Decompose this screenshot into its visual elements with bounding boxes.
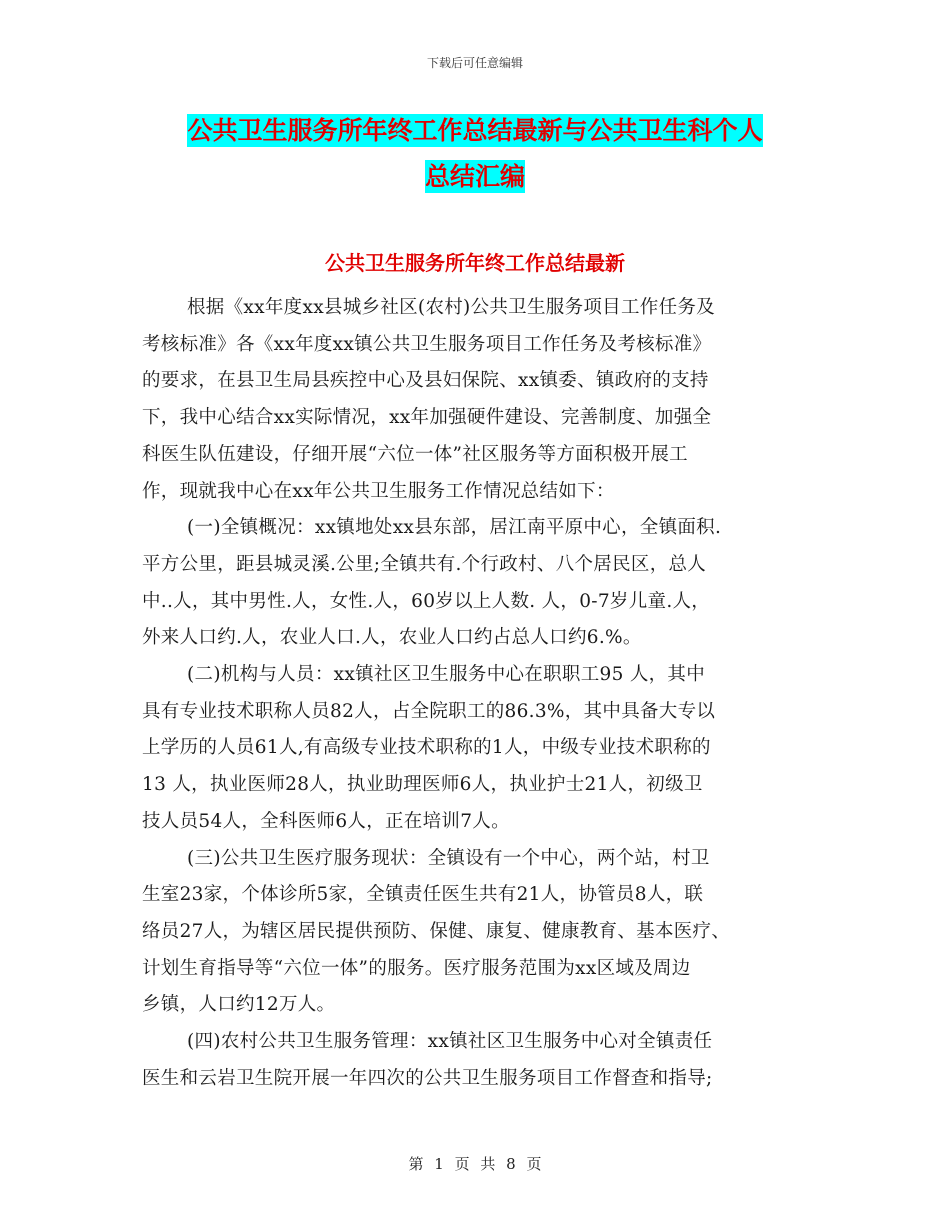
paragraph-line: (四)农村公共卫生服务管理：xx镇社区卫生服务中心对全镇责任 <box>187 1031 713 1053</box>
paragraph-line: 医生和云岩卫生院开展一年四次的公共卫生服务项目工作督查和指导; <box>142 1067 713 1089</box>
paragraph-line: 根据《xx年度xx县城乡社区(农村)公共卫生服务项目工作任务及 <box>187 297 715 318</box>
paragraph-line: 上学历的人员61人,有高级专业技术职称的1人，中级专业技术职称的 <box>142 737 711 759</box>
paragraph-line: 中..人，其中男性.人，女性.人，60岁以上人数. 人，0-7岁儿童.人， <box>142 590 711 612</box>
paragraph-line: 生室23家，个体诊所5家，全镇责任医生共有21人，协管员8人，联 <box>142 884 704 906</box>
page-footer: 第 1 页 共 8 页 <box>408 1155 542 1173</box>
paragraph-line: 13 人，执业医师28人，执业助理医师6人，执业护士21人，初级卫 <box>142 774 703 796</box>
paragraph-line: 下，我中心结合xx实际情况，xx年加强硬件建设、完善制度、加强全 <box>142 407 712 429</box>
document-title <box>0 108 950 200</box>
paragraph-line: 作，现就我中心在xx年公共卫生服务工作情况总结如下： <box>142 480 615 502</box>
paragraph-line: (一)全镇概况：xx镇地处xx县东部，居江南平原中心，全镇面积. <box>187 517 722 539</box>
section-title: 公共卫生服务所年终工作总结最新 <box>325 251 625 275</box>
document-title-line-1: 公共卫生服务所年终工作总结最新与公共卫生科个人 <box>187 116 763 145</box>
paragraph-line: 考核标准》各《xx年度xx镇公共卫生服务项目工作任务及考核标准》 <box>142 333 712 355</box>
body-text <box>142 290 808 1097</box>
paragraph-line: (三)公共卫生医疗服务现状：全镇设有一个中心，两个站，村卫 <box>187 847 710 869</box>
paragraph-line: 外来人口约.人，农业人口.人，农业人口约占总人口约6.%。 <box>142 627 642 649</box>
document-title-line-2: 总结汇编 <box>424 162 525 191</box>
paragraph-line: (二)机构与人员：xx镇社区卫生服务中心在职职工95 人，其中 <box>187 664 706 686</box>
paragraph-line: 乡镇，人口约12万人。 <box>142 994 336 1016</box>
paragraph-line: 的要求，在县卫生局县疾控中心及县妇保院、xx镇委、镇政府的支持 <box>142 370 709 392</box>
header-note: 下载后可任意编辑 <box>426 56 523 70</box>
paragraph-line: 计划生育指导等“六位一体”的服务。医疗服务范围为xx区域及周边 <box>142 957 691 979</box>
paragraph-line: 技人员54人，全科医师6人，正在培训7人。 <box>142 810 510 832</box>
paragraph-line: 具有专业技术职称人员82人，占全院职工的86.3%，其中具备大专以 <box>142 700 716 722</box>
paragraph-line: 平方公里，距县城灵溪.公里;全镇共有.个行政村、八个居民区，总人 <box>142 553 707 575</box>
paragraph-line: 络员27人，为辖区居民提供预防、保健、康复、健康教育、基本医疗、 <box>142 920 731 942</box>
paragraph-line: 科医生队伍建设，仔细开展“六位一体”社区服务等方面积极开展工 <box>142 443 688 465</box>
